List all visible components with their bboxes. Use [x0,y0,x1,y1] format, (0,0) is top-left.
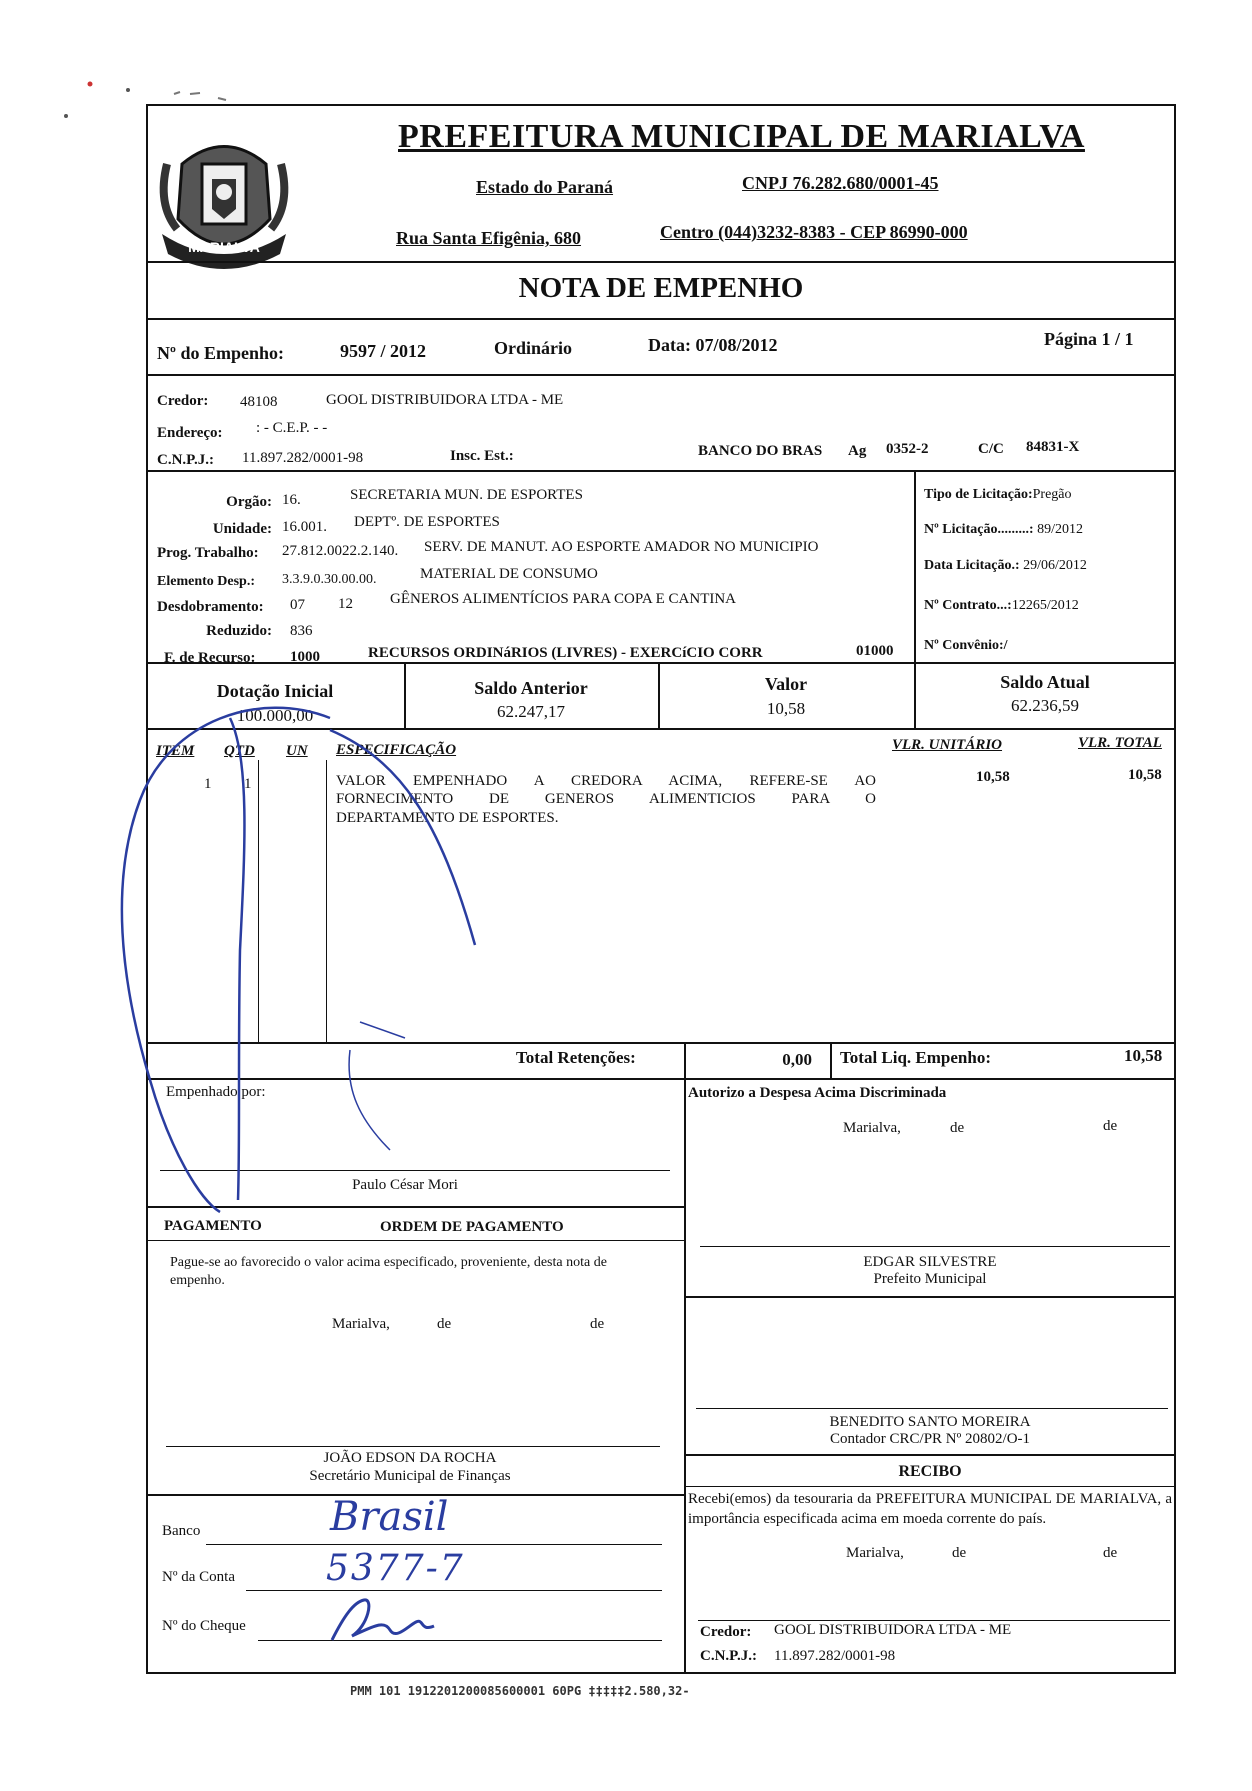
prog-label: Prog. Trabalho: [157,545,259,561]
recibo-text: Recebi(emos) da tesouraria da PREFEITURA MUNICIPAL DE MARIALVA, a importância especificada acima em moeda corrente do país. [688,1491,1172,1527]
empenho-date: Data: 07/08/2012 [648,335,778,355]
insc-label: Insc. Est.: [450,448,514,464]
saldo-anterior-label: Saldo Anterior [474,678,588,698]
licitacao-number: Nº Licitação.........: 89/2012 [924,522,1083,537]
item-spec-line1: VALOR EMPENHADO A CREDORA ACIMA, REFERE-SE AO [336,773,876,789]
empenho-type: Ordinário [494,338,573,358]
secretario-role: Secretário Municipal de Finanças [309,1468,511,1484]
prefeito-role: Prefeito Municipal [873,1271,987,1287]
recibo-credor-label: Credor: [700,1624,752,1640]
tipo-licitacao-value: Pregão [1032,487,1072,502]
item-spec-line3: DEPARTAMENTO DE ESPORTES. [336,810,559,826]
item-spec-line2: FORNECIMENTO DE GENEROS ALIMENTICIOS PARA O [336,791,876,807]
col-unit-value: VLR. UNITÁRIO [892,737,1003,753]
prefeito-name: EDGAR SILVESTRE [863,1254,997,1270]
header-cnpj: CNPJ 76.282.680/0001-45 [742,173,939,193]
contador-role: Contador CRC/PR Nº 20802/O-1 [829,1431,1031,1447]
item-total-value: 10,58 [1128,767,1162,783]
agency-label: Ag [848,443,867,459]
convenio-label: Nº Convênio:/ [924,638,1008,653]
item-unit-value: 10,58 [976,769,1010,785]
dotacao-value: 100.000,00 [236,706,314,725]
item-qtd: 1 [244,776,252,792]
header-state: Estado do Paraná [476,177,614,197]
item-number: 1 [204,776,212,792]
total-liquido-value: 10,58 [1124,1046,1163,1065]
recibo-credor-name: GOOL DISTRIBUIDORA LTDA - ME [774,1622,1012,1638]
empenhado-por-name: Paulo César Mori [352,1177,458,1193]
seal-text: MARIALVA [188,239,260,255]
scan-marks-icon [50,70,310,130]
autorizo-de-1: de [950,1120,965,1136]
recibo-cnpj-value: 11.897.282/0001-98 [774,1648,896,1664]
conta-handwriting: 5377-7 [326,1548,465,1589]
autorizo-text: Autorizo a Despesa Acima Discriminada [688,1085,947,1101]
account-value: 84831-X [1026,439,1080,455]
orgao-label: Orgão: [226,494,272,510]
recibo-label: RECIBO [898,1463,962,1480]
recibo-de-1: de [952,1545,967,1561]
desdobramento-b: 12 [338,596,353,612]
desdobramento-a: 07 [290,597,305,613]
total-retencoes-value: 0,00 [782,1050,812,1069]
credor-name: GOOL DISTRIBUIDORA LTDA - ME [326,392,564,408]
desdobramento-name: GÊNEROS ALIMENTÍCIOS PARA COPA E CANTINA [390,591,737,607]
recurso-number: 01000 [856,643,894,659]
licitacao-date: Data Licitação.: 29/06/2012 [924,558,1087,573]
reduzido-label: Reduzido: [206,623,272,639]
orgao-name: SECRETARIA MUN. DE ESPORTES [350,487,583,503]
col-un: UN [286,743,308,759]
credor-label: Credor: [157,393,209,409]
recibo-city: Marialva, [846,1545,904,1561]
col-spec: ESPECIFICAÇÃO [336,742,457,758]
empenho-number-label: Nº do Empenho: [157,343,284,363]
recurso-name: RECURSOS ORDINáRIOS (LIVRES) - EXERCíCIO CORR [368,645,763,661]
empenho-number: 9597 / 2012 [340,341,427,361]
prog-name: SERV. DE MANUT. AO ESPORTE AMADOR NO MUNICIPIO [424,539,819,555]
col-qtd: QTD [224,743,255,759]
ordem-pagamento-label: ORDEM DE PAGAMENTO [380,1219,564,1235]
contrato-number: Nº Contrato...:12265/2012 [924,598,1079,613]
pagamento-label: PAGAMENTO [164,1218,262,1234]
cheque-label: Nº do Cheque [162,1618,246,1634]
recibo-de-2: de [1103,1545,1118,1561]
document-title: NOTA DE EMPENHO [518,272,804,304]
saldo-atual-label: Saldo Atual [1000,672,1090,692]
saldo-anterior-value: 62.247,17 [497,702,565,721]
pagamento-city: Marialva, [332,1316,390,1332]
elemento-name: MATERIAL DE CONSUMO [420,566,598,582]
account-label: C/C [978,441,1004,457]
banco-handwriting: Brasil [330,1494,449,1540]
empenhado-por-label: Empenhado por: [166,1084,266,1100]
secretario-name: JOÃO EDSON DA ROCHA [323,1450,497,1466]
pagamento-text: Pague-se ao favorecido o valor acima especificado, proveniente, desta nota de empenho. [170,1255,607,1288]
desdobramento-label: Desdobramento: [157,599,264,615]
footer-code: PMM 101 1912201200085600001 60PG ‡‡‡‡‡2.580,32- [350,1684,690,1698]
dotacao-label: Dotação Inicial [216,681,334,701]
saldo-atual-value: 62.236,59 [1011,696,1079,715]
autorizo-city: Marialva, [843,1120,901,1136]
pagamento-de-1: de [437,1316,452,1332]
orgao-code: 16. [282,492,301,508]
credor-code: 48108 [240,394,278,410]
unidade-name: DEPTº. DE ESPORTES [354,514,500,530]
autorizo-de-2: de [1103,1118,1118,1134]
valor-label: Valor [764,674,808,694]
col-total-value: VLR. TOTAL [1078,735,1162,751]
recurso-code: 1000 [290,649,320,665]
total-liquido-label: Total Liq. Empenho: [840,1048,991,1067]
header-street: Rua Santa Efigênia, 680 [396,228,582,248]
agency-value: 0352-2 [886,441,929,457]
cnpj-value: 11.897.282/0001-98 [242,450,364,466]
prog-code: 27.812.0022.2.140. [282,543,399,559]
elemento-code: 3.3.9.0.30.00.00. [282,572,377,587]
elemento-label: Elemento Desp.: [157,574,255,589]
recurso-label: F. de Recurso: [164,650,256,666]
pagamento-de-2: de [590,1316,605,1332]
total-retencoes-label: Total Retenções: [516,1048,636,1067]
banco-label: Banco [162,1523,201,1539]
header-title: PREFEITURA MUNICIPAL DE MARIALVA [398,118,1085,155]
unidade-code: 16.001. [282,519,327,535]
unidade-label: Unidade: [212,521,272,537]
bank-name: BANCO DO BRAS [698,443,823,459]
conta-label: Nº da Conta [162,1569,235,1585]
reduzido-value: 836 [290,623,313,639]
cheque-handwriting-icon [324,1596,444,1646]
header-address: Centro (044)3232-8383 - CEP 86990-000 [660,222,968,242]
cnpj-label: C.N.P.J.: [157,452,214,468]
col-item: ITEM [156,743,195,759]
valor-value: 10,58 [766,699,806,718]
address-value: : - C.E.P. - - [256,420,328,436]
contador-name: BENEDITO SANTO MOREIRA [829,1414,1031,1430]
address-label: Endereço: [157,425,223,441]
page-number: Página 1 / 1 [1044,329,1134,349]
recibo-cnpj-label: C.N.P.J.: [700,1648,757,1664]
tipo-licitacao-label: Tipo de Licitação:Pregão [924,487,1072,502]
